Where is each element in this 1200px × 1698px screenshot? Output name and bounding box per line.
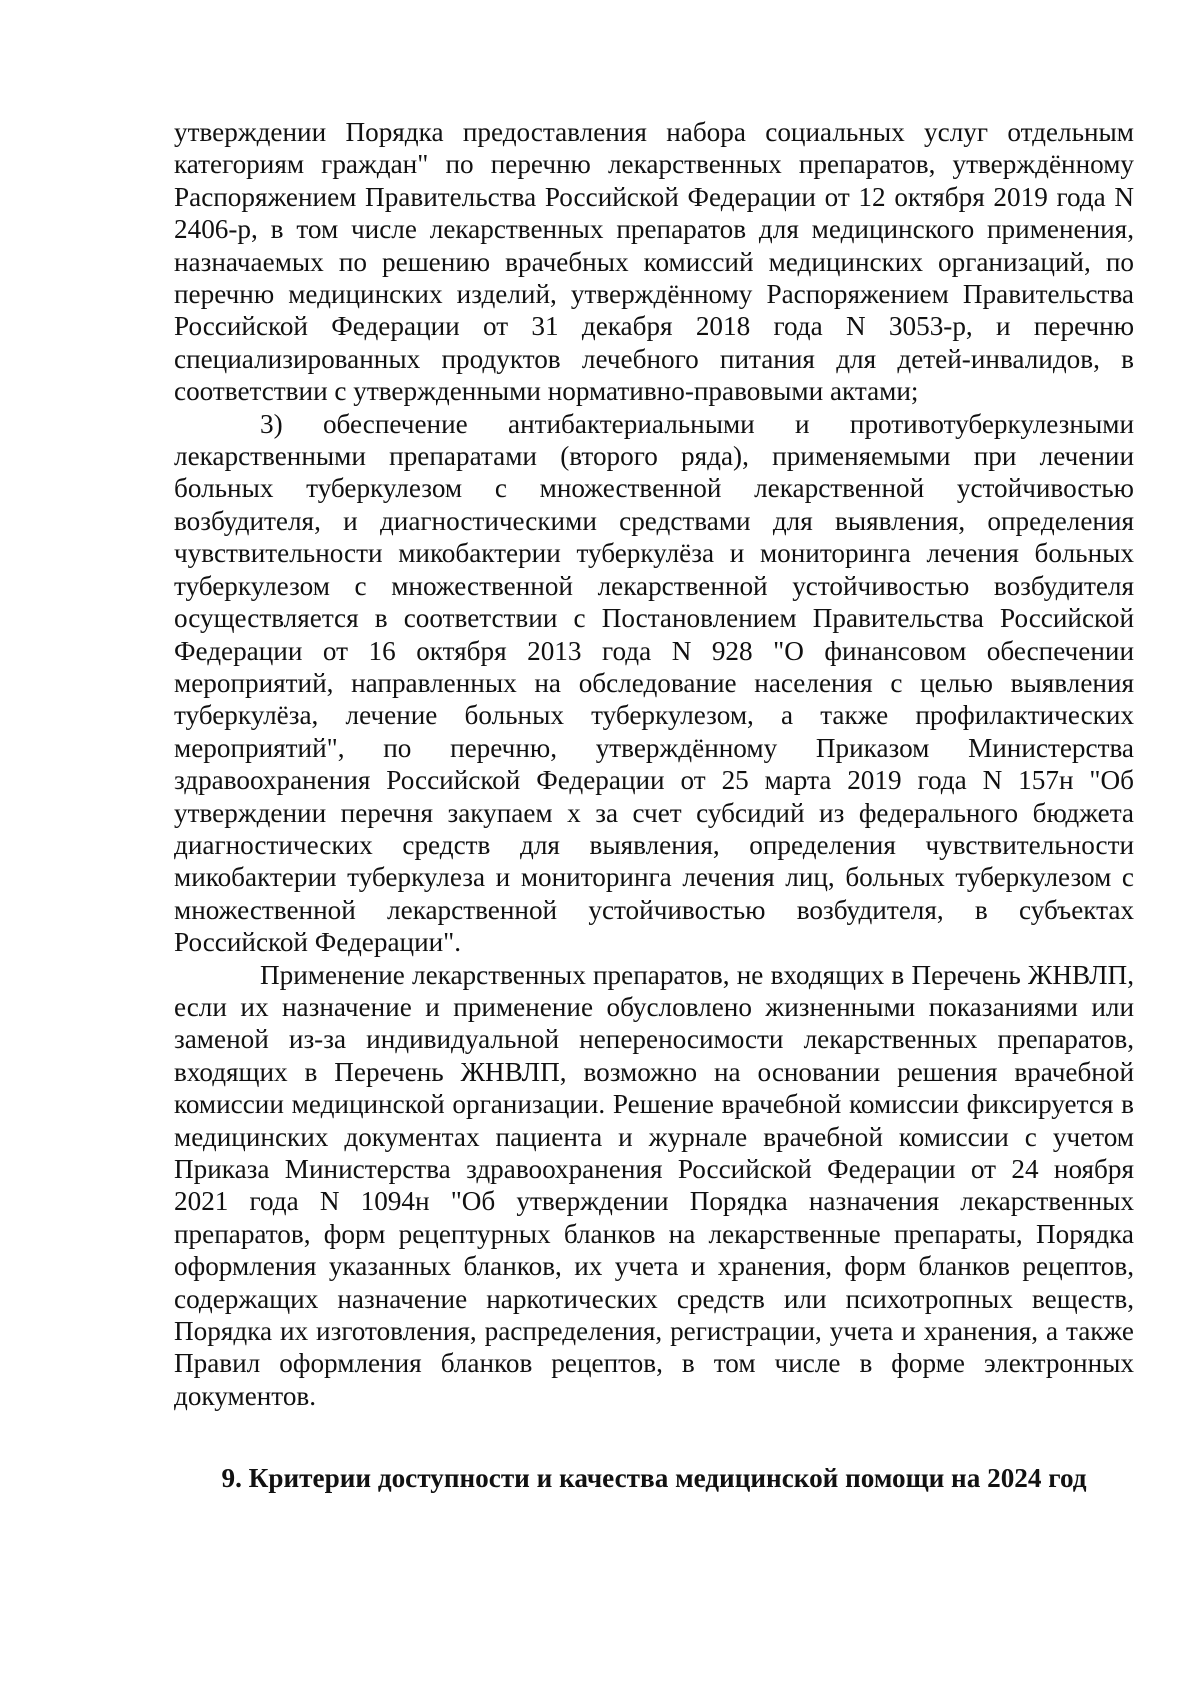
- document-body: [174, 116, 1134, 1412]
- section-heading: 9. Критерии доступности и качества медицинской помощи на 2024 год: [221, 1463, 1087, 1493]
- paragraph-item-3: 3) обеспечение антибактериальными и противотуберкулезными лекарственными препаратами (второго ряда), применяемыми при лечении больных туберкулезом с множественной лекарственной устойчивостью возбудителя, и диагностическими средствами для выявления, определения чувствительности микобактерии туберкулёза и мониторинга лечения больных туберкулезом с множественной лекарственной устойчивостью возбудителя осуществляется в соответствии с Постановлением Правительства Российской Федерации от 16 октября 2013 года N 928 "О финансовом обеспечении мероприятий, направленных на обследование населения с целью выявления туберкулёза, лечение больных туберкулезом, а также профилактических мероприятий", по перечню, утверждённому Приказом Министерства здравоохранения Российской Федерации от 25 марта 2019 года N 157н "Об утверждении перечня закупаем х за счет субсидий из федерального бюджета диагностических средств для выявления, определения чувствительности микобактерии туберкулеза и мониторинга лечения лиц, больных туберкулезом с множественной лекарственной устойчивостью возбудителя, в субъектах Российской Федерации".: [174, 408, 1134, 958]
- paragraph-zhnvlp-application: Применение лекарственных препаратов, не входящих в Перечень ЖНВЛП, если их назначение и применение обусловлено жизненными показаниями или заменой из-за индивидуальной непереносимости лекарственных препаратов, входящих в Перечень ЖНВЛП, возможно на основании решения врачебной комиссии медицинской организации. Решение врачебной комиссии фиксируется в медицинских документах пациента и журнале врачебной комиссии с учетом Приказа Министерства здравоохранения Российской Федерации от 24 ноября 2021 года N 1094н "Об утверждении Порядка назначения лекарственных препаратов, форм рецептурных бланков на лекарственные препараты, Порядка оформления указанных бланков, их учета и хранения, форм бланков рецептов, содержащих назначение наркотических средств или психотропных веществ, Порядка их изготовления, распределения, регистрации, учета и хранения, а также Правил оформления бланков рецептов, в том числе в форме электронных документов.: [174, 959, 1134, 1411]
- paragraph-continuation: утверждении Порядка предоставления набора социальных услуг отдельным категориям граждан" по перечню лекарственных препаратов, утверждённому Распоряжением Правительства Российской Федерации от 12 октября 2019 года N 2406-р, в том числе лекарственных препаратов для медицинского применения, назначаемых по решению врачебных комиссий медицинских организаций, по перечню медицинских изделий, утверждённому Распоряжением Правительства Российской Федерации от 31 декабря 2018 года N 3053-р, и перечню специализированных продуктов лечебного питания для детей-инвалидов, в соответствии с утвержденными нормативно-правовыми актами;: [174, 117, 1134, 407]
